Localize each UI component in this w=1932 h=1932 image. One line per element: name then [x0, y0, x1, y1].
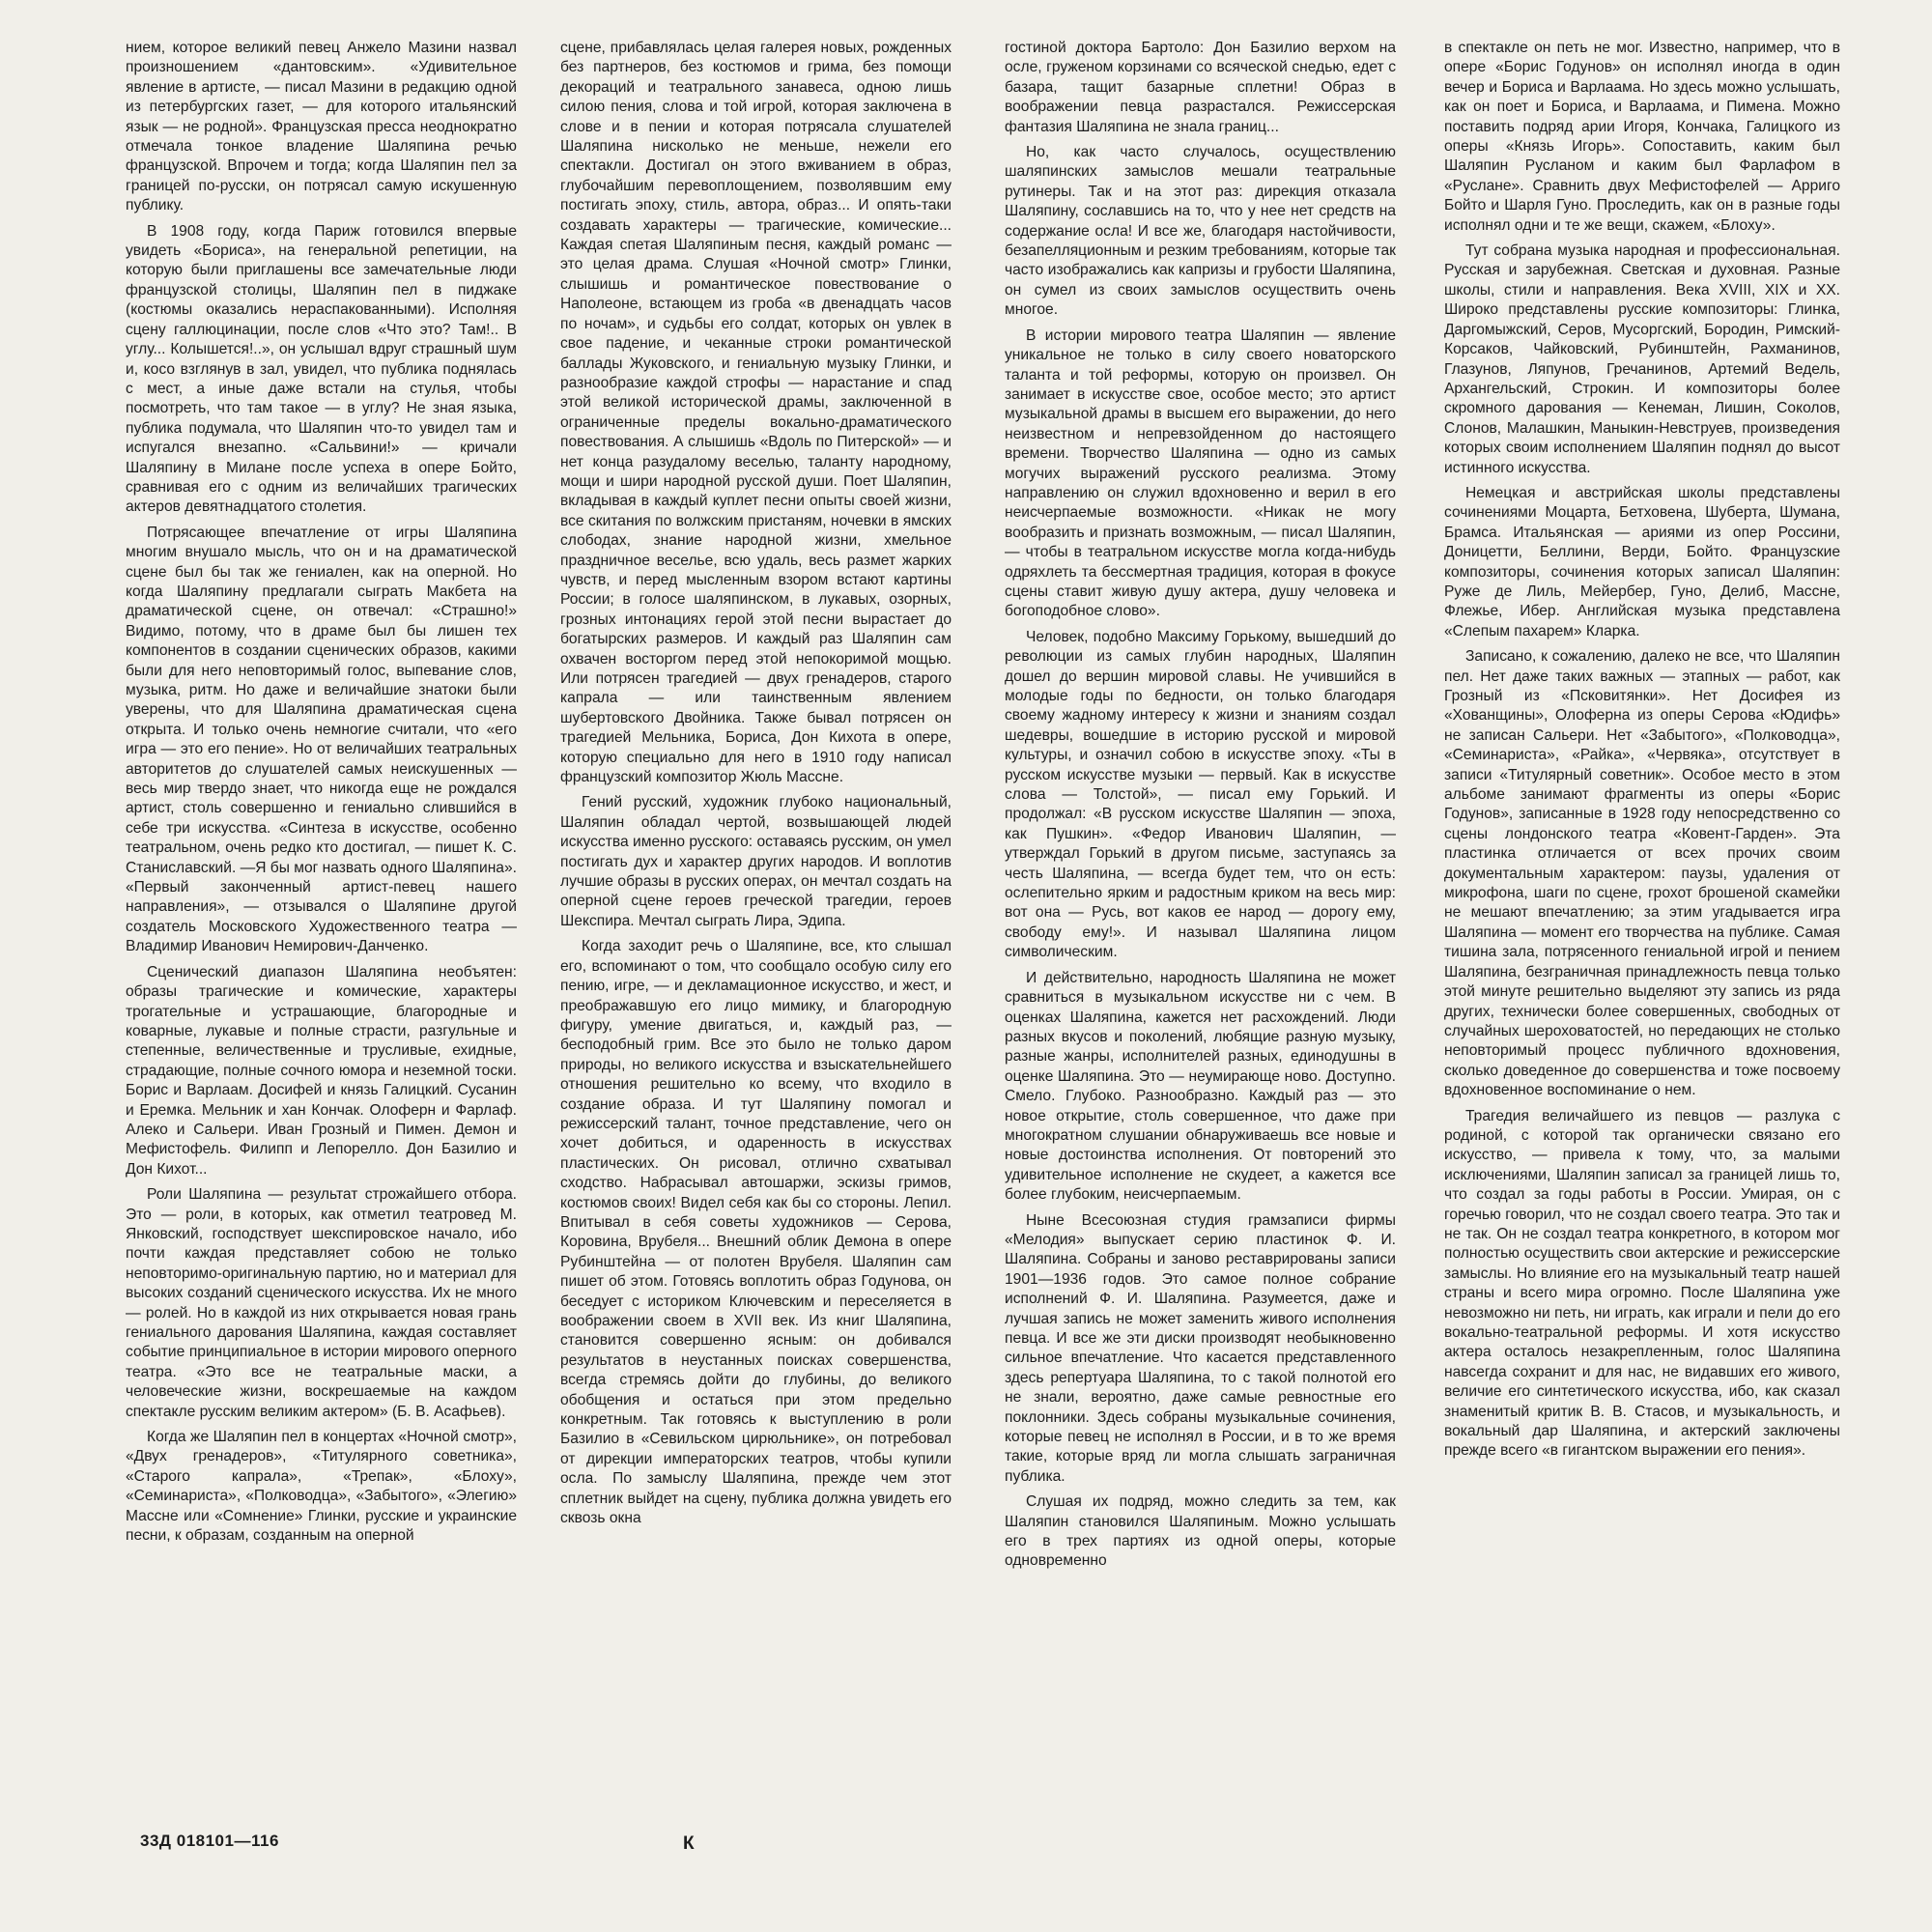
paragraph: Слушая их подряд, можно следить за тем, как Шаляпин становился Шаляпиным. Можно услышать его в трех партиях из одной оперы, которые одновременно — [1005, 1493, 1396, 1570]
paragraph: нием, которое великий певец Анжело Мазини назвал произношением «дантовским». «Удивительное явление в артисте, — писал Мазини в редакцию одной из петербургских газет, — для которого итальянский язык — не родной». Французская пресса неоднократно отмечала тонкое владение Шаляпина речью французской. Впрочем и тогда; когда Шаляпин пел за границей по-русски, он потрясал самую искушенную публику. — [126, 40, 517, 214]
paragraph: Тут собрана музыка народная и профессиональная. Русская и зарубежная. Светская и духовная. Разные школы, стили и направления. Века XVIII, XIX и XX. Широко представлены русские композиторы: Глинка, Даргомыжский, Серов, Мусоргский, Бородин, Римский-Корсаков, Чайковский, Рубинштейн, Рахманинов, Глазунов, Ляпунов, Гречанинов, Артемий Ведель, Архангельский, Строкин. И композиторы более скромного дарования — Кенеман, Лишин, Соколов, Слонов, Малашкин, Маныкин-Невструев, произведения которых своим исполнением Шаляпин поднял до высот истинного искусства. — [1444, 242, 1840, 476]
paragraph: Немецкая и австрийская школы представлены сочинениями Моцарта, Бетховена, Шуберта, Шумана, Брамса. Итальянская — ариями из опер Россини, Доницетти, Беллини, Верди, Бойто. Французские композиторы, сочинения которых записал Шаляпин: Руже де Лиль, Мейербер, Гуно, Делиб, Массне, Флежье, Ибер. Английская музыка представлена «Слепым пахарем» Кларка. — [1444, 484, 1840, 639]
paragraph: И действительно, народность Шаляпина не может сравниться в музыкальном искусстве ни с чем. В оценках Шаляпина, кажется нет расхождений. Люди разных вкусов и поколений, любящие разную музыку, разные жанры, исполнителей разных, единодушны в оценке Шаляпина. Это — неумирающе ново. Доступно. Смело. Глубоко. Разнообразно. Каждый раз — это новое открытие, столь совершенное, что даже при многократном слушании обнаруживаешь все новые и новые достоинства исполнения. От повторений это удивительное исполнение не скудеет, а кажется все более глубоким, неисчерпаемым. — [1005, 969, 1396, 1204]
catalog-number: 33Д 018101—116 — [140, 1832, 279, 1850]
paragraph: Но, как часто случалось, осуществлению шаляпинских замыслов мешали театральные рутинеры. Так и на этот раз: дирекция отказала Шаляпину, сославшись на то, что у нее нет средств на содержание осла! И все же, благодаря настойчивости, безапелляционным и резким требованиям, которые так часто изображались как капризы и грубости Шаляпина, он сумел из своих замыслов осуществить очень многое. — [1005, 144, 1396, 319]
paragraph: Записано, к сожалению, далеко не все, что Шаляпин пел. Нет даже таких важных — этапных — работ, как Грозный из «Псковитянки». Нет Досифея из «Хованщины», Олоферна из оперы Серова «Юдифь» не записан Сальери. Нет «Забытого», «Полководца», «Семинариста», «Райка», «Червяка», отсутствует в записи «Титулярный советник». Особое место в этом альбоме занимают фрагменты из оперы «Борис Годунов», записанные в 1928 году непосредственно со сцены лондонского театра «Ковент-Гарден». Эта пластинка отличается от всех прочих своим документальным характером: паузы, удаления от микрофона, шаги по сцене, грохот брошеной скамейки не мешают впечатлению; за этим угадывается игра Шаляпина — момент его творчества на публике. Самая тишина зала, потрясенного гениальной игрой и пением Шаляпина, безграничная принадлежность певца только этой минуте решительно выделяют эту запись из ряда других, технически более совершенных, свободных от случайных шероховатостей, но передающих не столько неповторимый процесс публичного вдохновения, сколько доведенное до совершенства и тоже посвоему вдохновенное воспоминание о нем. — [1444, 648, 1840, 1099]
paragraph: Ныне Всесоюзная студия грамзаписи фирмы «Мелодия» выпускает серию пластинок Ф. И. Шаляпина. Собраны и заново реставрированы записи 1901—1936 годов. Это самое полное собрание исполнений Ф. И. Шаляпина. Разумеется, даже и лучшая запись не может заменить живого исполнения певца. И все же эти диски производят необыкновенно сильное впечатление. Что касается представленного здесь репертуара Шаляпина, то с такой полнотой его не знали, вероятно, даже самые ревностные его поклонники. Здесь собраны музыкальные сочинения, которые певец не исполнял в России, и в то же время такие, которые вряд ли могла слышать заграничная публика. — [1005, 1211, 1396, 1485]
paragraph: Когда заходит речь о Шаляпине, все, кто слышал его, вспоминают о том, что сообщало особую силу его пению, игре, — и декламационное искусство, и жест, и преображавшую его лицо мимику, и благородную фигуру, умение двигаться, и, каждый раз, — бесподобный грим. Все это было не только даром природы, но великого искусства и взыскательнейшего отношения решительно ко всему, что входило в создание образа. И тут Шаляпину помогал и режиссерский талант, точное представление, чего он хочет добиться, и одаренность в искусствах пластических. Он рисовал, отлично схватывал сходство. Набрасывал автошаржи, эскизы гримов, костюмов своих! Видел себя как бы со стороны. Лепил. Впитывал в себя советы художников — Серова, Коровина, Врубеля... Внешний облик Демона в опере Рубинштейна — от полотен Врубеля. Шаляпин сам пишет об этом. Готовясь воплотить образ Годунова, он беседует с историком Ключевским и переселяется в воображении своем в XVII век. Из книг Шаляпина, становится совершенно ясным: он добивался результатов в неустанных поисках совершенства, всегда стремясь дойти до глубины, до великого обобщения и остаться при этом предельно конкретным. Так готовясь к выступлению в роли Базилио в «Севильском цирюльнике», он потребовал от дирекции императорских театров, чтобы купили осла. По замыслу Шаляпина, прежде чем этот сплетник выйдет на сцену, публика должна увидеть его сквозь окна — [560, 938, 952, 1527]
paragraph: Роли Шаляпина — результат строжайшего отбора. Это — роли, в которых, как отметил театровед М. Янковский, господствует шекспировское начало, ибо почти каждая представляет собою не только неповторимо-оригинальную партию, но и материал для высоких созданий сценического искусства. Их не много — ролей. Но в каждой из них открывается новая грань гениального дарования Шаляпина, каждая составляет событие принципиальное в истории мирового оперного театра. «Это все не театральные маски, а человеческие жизни, воскрешаемые на каждом спектакле русским великим актером» (Б. В. Асафьев). — [126, 1186, 517, 1420]
text-column-2 — [560, 39, 952, 1816]
paragraph: сцене, прибавлялась целая галерея новых, рожденных без партнеров, без костюмов и грима, без помощи декораций и театрального занавеса, одною лишь силою пения, слова и той игрой, которая заключена в слове и в пении и которая потрясала слушателей Шаляпина нисколько не меньше, нежели его спектакли. Достигал он этого вживанием в образ, глубочайшим перевоплощением, позволявшим ему постигать эпоху, стиль, автора, образ... И опять-таки создавать характеры — трагические, комические... Каждая спетая Шаляпиным песня, каждый романс — это целая драма. Слушая «Ночной смотр» Глинки, слышишь и романтическое повествование о Наполеоне, встающем из гроба «в двенадцать часов по ночам», и судьбы его солдат, которых он увлек в свое падение, и чеканные строки романтической баллады Жуковского, и гениальную музыку Глинки, и разнообразие каждой строфы — нарастание и спад этой великой исторической драмы, заключенной в ограниченные пределы вокально-драматического повествования. А слышишь «Вдоль по Питерской» — и нет конца разудалому веселью, таланту народному, мощи и шири народной русской души. Поет Шаляпин, вкладывая в каждый куплет песни опыты своей жизни, все скитания по волжским пристаням, ночевки в ямских слободах, знание народной жизни, хмельное праздничное веселье, всю удаль, весь размет жарких чувств, и перед мысленным взором встают картины России; в голосе шаляпинском, в лукавых, озорных, грозных интонациях герой этой песни вырастает до богатырских размеров. И каждый раз Шаляпин сам охвачен восторгом перед этой непокоримой мощью. Или потрясен трагедией — двух гренадеров, старого капрала — или таинственным явлением шубертовского Двойника. Также бывал потрясен он трагедией Мельника, Бориса, Дон Кихота в опере, которую специально для него в 1910 году написал французский композитор Жюль Массне. — [560, 40, 952, 786]
paragraph: Трагедия величайшего из певцов — разлука с родиной, с которой так органически связано его искусство, — привела к тому, что, за малыми исключениями, Шаляпин записал за границей лишь то, что создал за годы работы в России. Умирая, он с горечью говорил, что не создал своего театра. Это так и не так. Он не создал театра конкретного, в котором мог полностью осуществить свои актерские и режиссерские замыслы. Но влияние его на музыкальный театр нашей страны и всего мира огромно. После Шаляпина уже невозможно ни петь, ни играть, как играли и пели до его вокально-театральной реформы. И хотя искусство актера осталось незакрепленным, голос Шаляпина навсегда сохранит и для нас, не видавших его живого, величие его синтетического искусства, ибо, как сказал знаменитый критик В. В. Стасов, и музыкальность, и вокальный дар Шаляпина, и актерский заключены прежде всего «в гигантском выражении его пения». — [1444, 1107, 1840, 1460]
paragraph: Когда же Шаляпин пел в концертах «Ночной смотр», «Двух гренадеров», «Титулярного советника», «Старого капрала», «Трепак», «Блоху», «Семинариста», «Полководца», «Забытого», «Элегию» Массне или «Сомнение» Глинки, русские и украинские песни, к образам, созданным на оперной — [126, 1429, 517, 1545]
paragraph: В истории мирового театра Шаляпин — явление уникальное не только в силу своего новаторского таланта и той реформы, которую он произвел. Он занимает в искусстве свое, особое место; это артист музыкальной драмы в высшем его выражении, до него неизвестном и непревзойденном до настоящего времени. Творчество Шаляпина — одно из самых могучих выражений русского реализма. Этому направлению он служил вдохновенно и верил в его неисчерпаемые возможности. «Никак не могу вообразить и признать возможным, — писал Шаляпин, — чтобы в театральном искусстве могла когда-нибудь одряхлеть та бессмертная традиция, которая в фокусе сцены ставит живую душу актера, душу человека и богоподобное слово». — [1005, 327, 1396, 620]
paragraph: в спектакле он петь не мог. Известно, например, что в опере «Борис Годунов» он исполнял иногда в один вечер и Бориса и Варлаама. Но здесь можно услышать, как он поет и Бориса, и Варлаама, и Пимена. Можно поставить подряд арии Игоря, Кончака, Галицкого из оперы «Князь Игорь». Сопоставить, каким был Шаляпин Русланом и каким был Фарлафом в «Руслане». Сравнить двух Мефистофелей — Арриго Бойто и Шарля Гуно. Проследить, как он в разные годы исполнял одни и те же вещи, скажем, «Блоху». — [1444, 40, 1840, 234]
paragraph: Потрясающее впечатление от игры Шаляпина многим внушало мысль, что он и на драматической сцене был бы так же гениален, как на оперной. Но когда Шаляпину предлагали сыграть Макбета на драматической сцене, он отвечал: «Страшно!» Видимо, потому, что в драме был бы лишен тех компонентов в создании сценических образов, какими были для него неповторимый голос, выпевание слов, музыка, ритм. Но даже и величайшие знатоки были уверены, что для Шаляпина драматическая сцена открыта. И только очень немногие считали, что «его игра — это его пение». Но от величайших театральных авторитетов до слушателей самых неискушенных — весь мир твердо знает, что никогда еще не рождался артист, столь совершенно и гениально слившийся в себе три искусства. «Синтеза в искусстве, особенно театральном, очень редко кто достигал, — пишет К. С. Станиславский. —Я бы мог назвать одного Шаляпина». «Первый законченный артист-певец нашего направления», — отзывался о Шаляпине другой создатель Московского Художественного театра — Владимир Иванович Немирович-Данченко. — [126, 524, 517, 955]
text-column-1 — [126, 39, 517, 1845]
paragraph: Человек, подобно Максиму Горькому, вышедший до революции из самых глубин народных, Шаляпин дошел до вершин мировой славы. Не учившийся в молодые годы по бедности, он только благодаря своему жадному интересу к жизни и знаниям создал шедевры, вошедшие в историю русской и мировой культуры, и означил собою в искусстве эпоху. «Ты в русском искусстве музыки — первый. Как в искусстве слова — Толстой», — писал ему Горький. И продолжал: «В русском искусстве Шаляпин — эпоха, как Пушкин». «Федор Иванович Шаляпин, — утверждал Горький в другом письме, заступаясь за честь Шаляпина, — всегда будет тем, что он есть: ослепительно ярким и радостным криком на весь мир: вот она — Русь, вот каков ее народ — дорогу ему, свободу ему!». И называл Шаляпина лицом символическим. — [1005, 628, 1396, 961]
paragraph: В 1908 году, когда Париж готовился впервые увидеть «Бориса», на генеральной репетиции, на которую были приглашены все замечательные люди французской столицы, Шаляпин пел в пиджаке (костюмы оказались нераспакованными). Исполняя сцену галлюцинации, после слов «Что это? Там!.. В углу... Колышется!..», он услышал вдруг страшный шум и, косо взглянув в зал, увидел, что публика поднялась с мест, а иные даже встали на стулья, чтобы посмотреть, что там такое — в углу? Не зная языка, публика подумала, что Шаляпин что-то увидел там и испугался внезапно. «Сальвини!» — кричали Шаляпину в Милане после успеха в опере Бойто, сравнивая его с одним из величайших трагических актеров девятнадцатого столетия. — [126, 222, 517, 516]
paragraph: Сценический диапазон Шаляпина необъятен: образы трагические и комические, характеры трогательные и устрашающие, благородные и коварные, лукавые и полные страсти, разгульные и степенные, величественные и трусливые, ехидные, страдающие, полные сочного юмора и неземной тоски. Борис и Варлаам. Досифей и князь Галицкий. Сусанин и Еремка. Мельник и хан Кончак. Олоферн и Фарлаф. Алеко и Сальери. Иван Грозный и Пимен. Демон и Мефистофель. Филипп и Лепорелло. Дон Базилио и Дон Кихот... — [126, 963, 517, 1178]
paragraph: Гений русский, художник глубоко национальный, Шаляпин обладал чертой, возвышающей людей искусства именно русского: оставаясь русским, он умел постигать дух и характер других народов. И воплотив лучшие образы в русских операх, он мечтал создать на оперной сцене героев греческой трагедии, героев Шекспира. Мечтал сыграть Лира, Эдипа. — [560, 794, 952, 929]
paragraph: гостиной доктора Бартоло: Дон Базилио верхом на осле, груженом корзинами со всячеcкой снедью, едет с базара, тащит базарные сплетни! Образ в воображении певца разрастался. Режиссерская фантазия Шаляпина не знала границ... — [1005, 40, 1396, 135]
text-column-4 — [1444, 39, 1840, 1806]
text-column-3 — [1005, 39, 1396, 1816]
print-mark: К — [683, 1833, 695, 1854]
